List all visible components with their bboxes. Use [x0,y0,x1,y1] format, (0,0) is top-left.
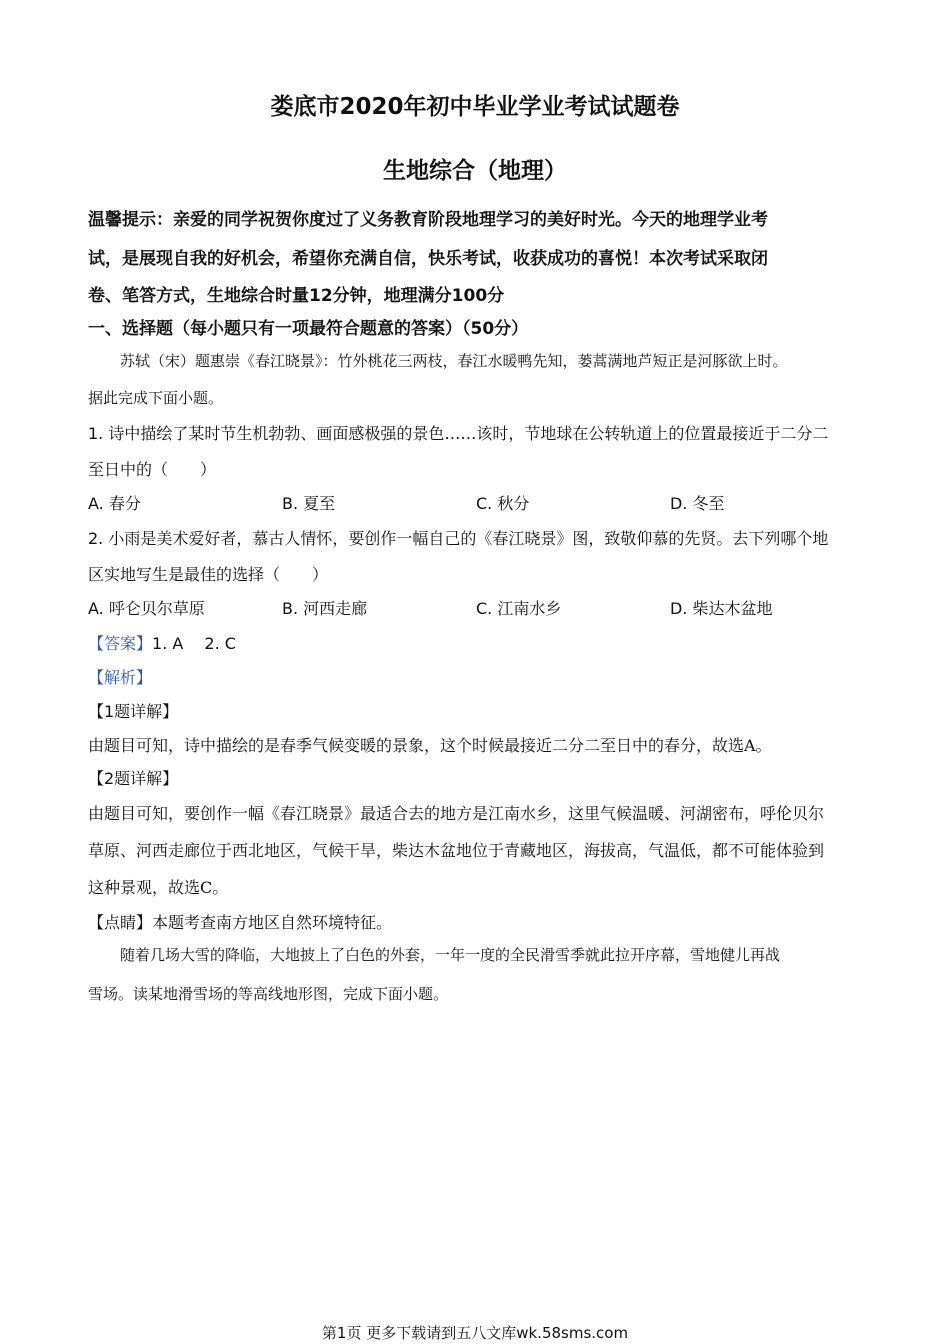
notice-line-1: 温馨提示：亲爱的同学祝贺你度过了义务教育阶段地理学习的美好时光。今天的地理学业考 [88,210,768,230]
q2-option-d: D. 柴达木盆地 [670,599,773,618]
answer-text: 1. A 2. C [152,634,236,653]
q1-option-b: B. 夏至 [282,494,336,513]
q2-option-c: C. 江南水乡 [476,599,562,618]
comment-line [88,910,392,933]
notice-line-2: 试，是展现自我的好机会，希望你充满自信，快乐考试，收获成功的喜悦！本次考试采取闭 [88,249,768,269]
passage1-line-2: 据此完成下面小题。 [88,389,224,407]
q1-option-d: D. 冬至 [670,494,725,513]
detail2-line-1: 由题目可知，要创作一幅《春江晓景》最适合去的地方是江南水乡，这里气候温暖、河湖密布，呼伦贝尔 [88,804,825,823]
section-heading: 一、选择题（每小题只有一项最符合题意的答案）（50分） [88,319,529,339]
comment-text: 本题考查南方地区自然环境特征。 [152,913,393,932]
q2-option-a: A. 呼仑贝尔草原 [88,599,205,618]
q2-option-b: B. 河西走廊 [282,599,368,618]
answer-label: 【答案】 [88,634,153,653]
detail2-line-2: 草原、河西走廊位于西北地区，气候干旱，柴达木盆地位于青藏地区，海拔高，气温低，都不可能体验到 [88,841,825,860]
page-title: 娄底市2020年初中毕业学业考试试题卷 [270,94,680,120]
answer-line [88,631,236,654]
q2-line-1: 2. 小雨是美术爱好者，慕古人情怀，要创作一幅自己的《春江晓景》图，致敬仰慕的先贤。去下列哪个地 [88,529,829,548]
q1-line-2: 至日中的（ ） [88,460,217,479]
detail1-heading: 【1题详解】 [88,702,179,721]
page-subtitle: 生地综合（地理） [383,158,567,184]
q1-option-a: A. 春分 [88,494,141,513]
detail1-text: 由题目可知，诗中描绘的是春季气候变暖的景象，这个时候最接近二分二至日中的春分，故选A。 [88,736,772,755]
detail2-heading: 【2题详解】 [88,769,179,788]
analysis-label: 【解析】 [88,668,153,687]
q2-line-2: 区实地写生是最佳的选择（ ） [88,565,329,584]
passage2-line-2: 雪场。读某地滑雪场的等高线地形图，完成下面小题。 [88,985,449,1003]
q1-option-c: C. 秋分 [476,494,530,513]
passage1-line-1: 苏轼（宋）题惠崇《春江晓景》：竹外桃花三两枝，春江水暖鸭先知，蒌蒿满地芦短正是河豚欲上时。 [120,352,788,370]
notice-line-3: 卷、笔答方式，生地综合时量12分钟，地理满分100分 [88,286,505,306]
comment-label: 【点睛】 [88,913,153,932]
passage2-line-1: 随着几场大雪的降临，大地披上了白色的外套，一年一度的全民滑雪季就此拉开序幕，雪地健儿再战 [120,946,781,964]
page-footer: 第1页 更多下载请到五八文库wk.58sms.com [321,1324,629,1342]
detail2-line-3: 这种景观，故选C。 [88,878,229,897]
q1-line-1: 1. 诗中描绘了某时节生机勃勃、画面感极强的景色……该时，节地球在公转轨道上的位置最接近于二分二 [88,424,829,443]
